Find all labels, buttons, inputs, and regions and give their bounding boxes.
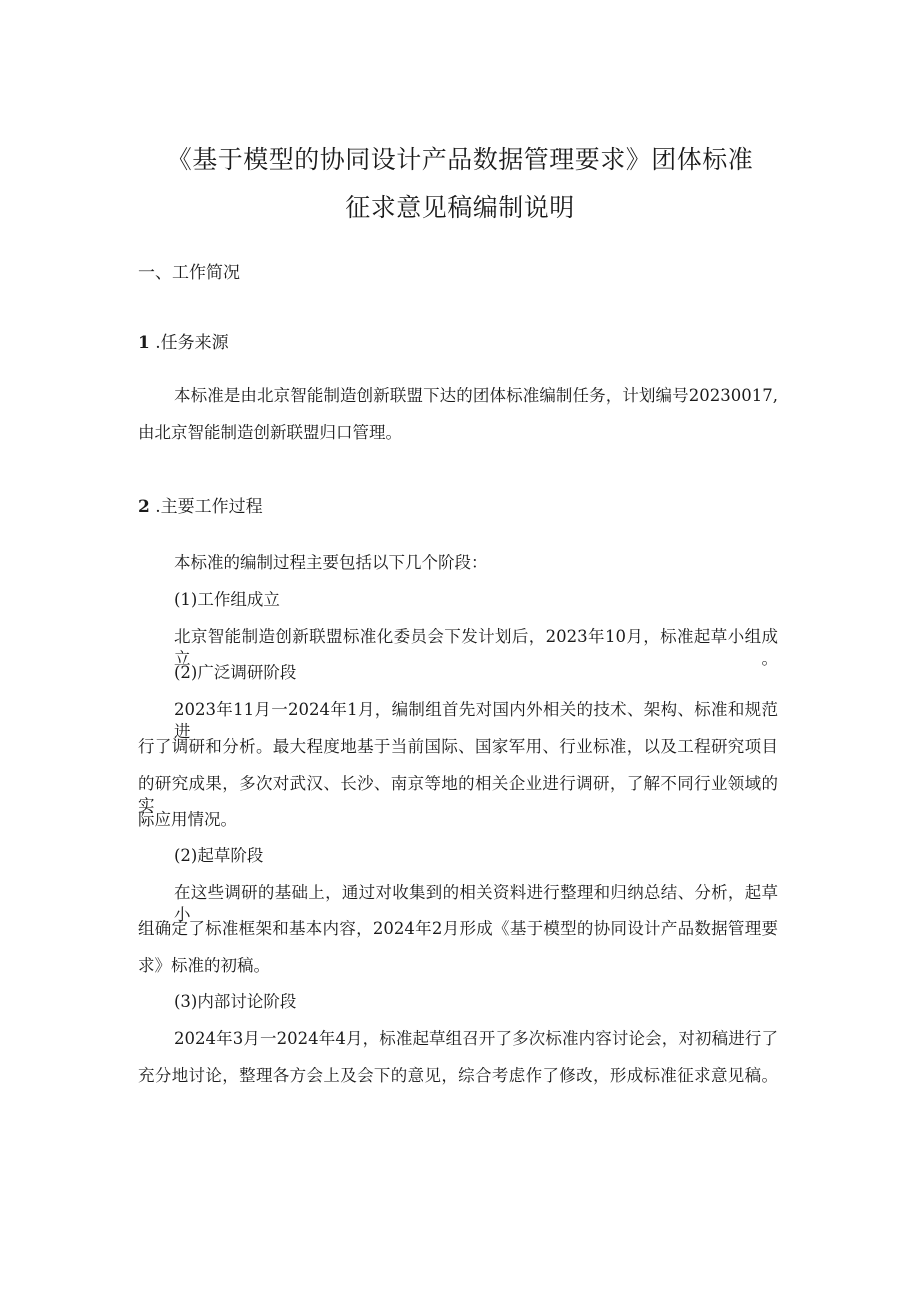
paragraph-line: 2023年11月一2024年1月，编制组首先对国内外相关的技术、架构、标准和规范进 [174, 700, 778, 741]
paragraph-line: 际应用情况。 [138, 810, 237, 829]
paragraph-line: 北京智能制造创新联盟标准化委员会下发计划后，2023年10月，标准起草小组成立。 [174, 627, 778, 668]
paragraph-line: 本标准的编制过程主要包括以下几个阶段： [174, 553, 488, 572]
document-title-line1: 《基于模型的协同设计产品数据管理要求》团体标准 [166, 145, 754, 174]
paragraph-line: 的研究成果，多次对武汉、长沙、南京等地的相关企业进行调研，了解不同行业领域的实 [138, 774, 778, 815]
stage-title: (1)工作组成立 [174, 590, 280, 609]
paragraph-line: 2024年3月一2024年4月，标准起草组召开了多次标准内容讨论会，对初稿进行了 [174, 1029, 778, 1048]
document-title-line2: 征求意见稿编制说明 [345, 193, 575, 222]
paragraph-line: 组确定了标准框架和基本内容，2024年2月形成《基于模型的协同设计产品数据管理要 [138, 919, 778, 938]
subsection-heading-task-source [138, 332, 229, 354]
paragraph-line: 求》标准的初稿。 [138, 956, 270, 975]
subsection-label: .任务来源 [149, 333, 229, 353]
section-heading-work-overview: 一、工作简况 [138, 263, 240, 283]
subsection-number: 1 [138, 333, 150, 353]
paragraph-line: 充分地讨论，整理各方会上及会下的意见，综合考虑作了修改，形成标准征求意见稿。 [138, 1066, 778, 1085]
paragraph-line: 本标准是由北京智能制造创新联盟下达的团体标准编制任务，计划编号20230017, [174, 386, 778, 405]
paragraph-line: 在这些调研的基础上，通过对收集到的相关资料进行整理和归纳总结、分析，起草小 [174, 883, 778, 924]
paragraph-line: 由北京智能制造创新联盟归口管理。 [138, 423, 402, 442]
subsection-label: .主要工作过程 [149, 497, 263, 517]
subsection-number: 2 [138, 497, 150, 517]
stage-title: (2)广泛调研阶段 [174, 663, 297, 682]
stage-title: (2)起草阶段 [174, 846, 264, 865]
stage-title: (3)内部讨论阶段 [174, 992, 297, 1011]
paragraph-line: 行了调研和分析。最大程度地基于当前国际、国家军用、行业标准，以及工程研究项目 [138, 737, 778, 756]
subsection-heading-work-process [138, 496, 263, 518]
